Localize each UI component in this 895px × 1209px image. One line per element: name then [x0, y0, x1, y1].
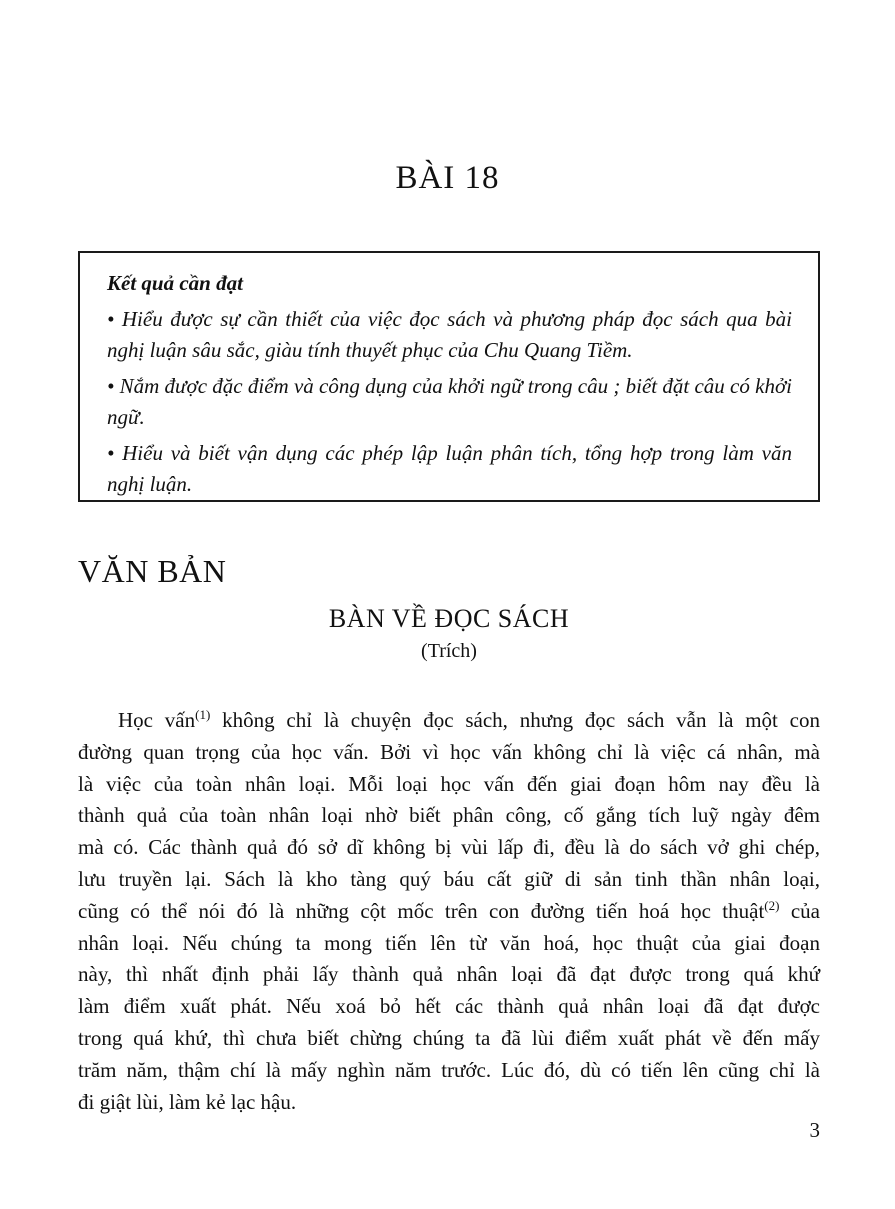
- body-line: trăm năm, thậm chí là mấy nghìn năm trước. Lúc đó, dù có tiến lên cũng chỉ là: [78, 1057, 820, 1082]
- body-line: trong quá khứ, thì chưa biết chừng chúng ta đã lùi điểm xuất phát về đến mấy: [78, 1025, 820, 1050]
- body-line: là việc của toàn nhân loại. Mỗi loại học vấn đến giai đoạn hôm nay đều là: [78, 771, 820, 796]
- learning-goal-item: • Hiểu và biết vận dụng các phép lập luận phân tích, tổng hợp trong làm văn nghị luận.: [107, 441, 792, 496]
- learning-goals-heading: Kết quả cần đạt: [107, 271, 243, 295]
- footnote-ref: (2): [764, 897, 780, 913]
- lesson-title: BÀI 18: [395, 160, 500, 196]
- learning-goals-box: [78, 251, 820, 502]
- footnote-ref: (1): [195, 707, 211, 722]
- body-line: đường quan trọng của học vấn. Bởi vì học vấn không chỉ là việc cá nhân, mà: [78, 739, 820, 764]
- learning-goal-item: • Nắm được đặc điểm và công dụng của khởi ngữ trong câu ; biết đặt câu có khởi ngữ.: [107, 374, 792, 429]
- body-line: nhân loại. Nếu chúng ta mong tiến lên từ văn hoá, học thuật của giai đoạn: [78, 930, 820, 955]
- body-line: làm điểm xuất phát. Nếu xoá bỏ hết các thành quả nhân loại đã đạt được: [78, 994, 820, 1019]
- reading-body: [78, 705, 820, 1118]
- page-number: 3: [809, 1118, 820, 1142]
- section-heading: VĂN BẢN: [78, 553, 227, 589]
- body-line: mà có. Các thành quả đó sở dĩ không bị vùi lấp đi, đều là do sách vở ghi chép,: [78, 835, 820, 860]
- reading-title: BÀN VỀ ĐỌC SÁCH: [328, 604, 570, 633]
- body-line: lưu truyền lại. Sách là kho tàng quý báu cất giữ di sản tinh thần nhân loại,: [78, 866, 820, 891]
- reading-subtitle: (Trích): [421, 640, 477, 662]
- body-line: Học vấn$^{(1)}$ không chỉ là chuyện đọc sách, nhưng đọc sách vẫn là một con: [118, 707, 820, 732]
- body-line: đi giật lùi, làm kẻ lạc hậu.: [78, 1089, 297, 1114]
- learning-goal-item: • Hiểu được sự cần thiết của việc đọc sách và phương pháp đọc sách qua bài nghị luận sâu sắc, giàu tính thuyết phục của Chu Quang Tiềm.: [107, 307, 792, 362]
- body-line: thành quả của toàn nhân loại nhờ biết phân công, cố gắng tích luỹ ngày đêm: [78, 803, 820, 828]
- body-line: cũng có thể nói đó là những cột mốc trên con đường tiến hoá học thuật$^{(2)}$ của: [78, 897, 820, 923]
- body-line: này, thì nhất định phải lấy thành quả nhân loại đã đạt được trong quá khứ: [78, 962, 820, 987]
